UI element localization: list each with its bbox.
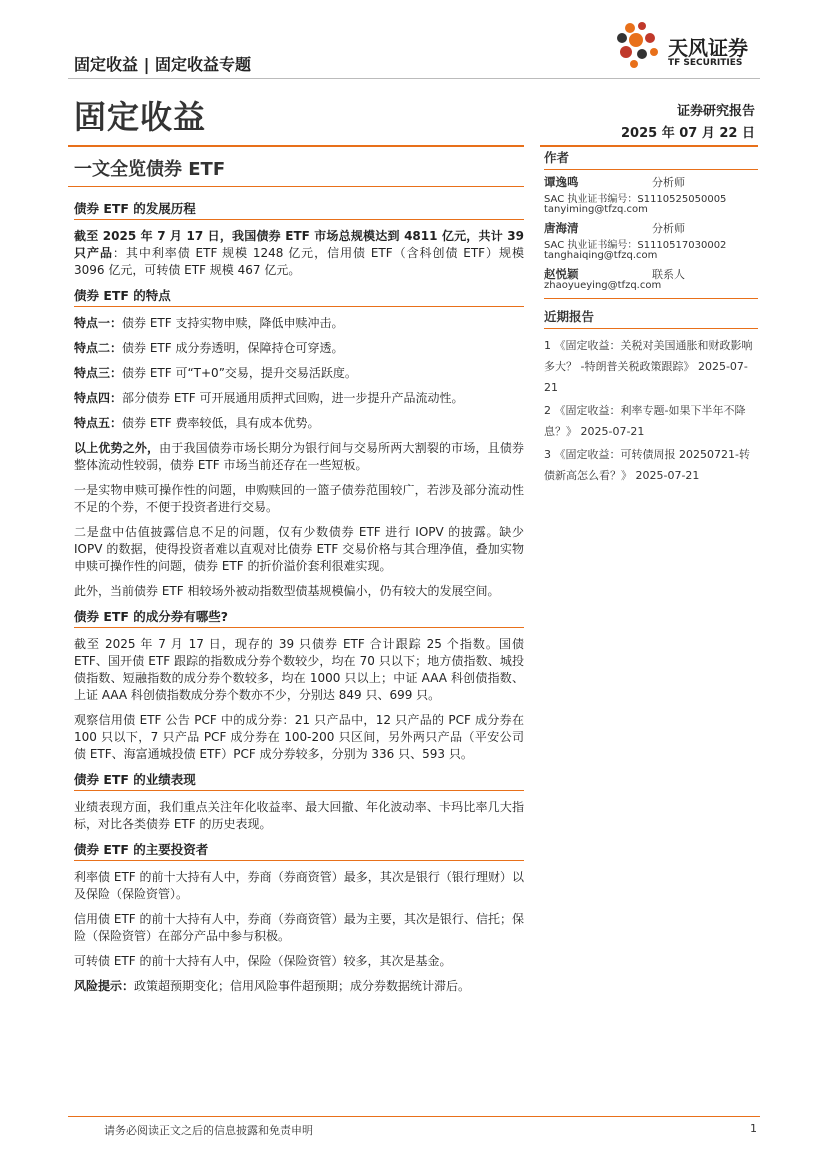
recent-report-date: 2025-07-21 (580, 425, 645, 438)
feature-label: 特点五： (74, 416, 123, 430)
paragraph: 业绩表现方面，我们重点关注年化收益率、最大回撤、年化波动率、卡玛比率几大指标，对比各类债券 ETF 的历史表现。 (74, 800, 524, 831)
section-heading: 债券 ETF 的主要投资者 (74, 841, 524, 861)
author-name: 赵悦颖 (544, 267, 579, 281)
title-rule-left (68, 145, 524, 147)
text: 部分债券 ETF 可开展通用质押式回购，进一步提升产品流动性。 (122, 391, 464, 405)
risk-label: 风险提示： (74, 979, 135, 993)
risk-warning (74, 978, 524, 995)
recent-report-title: 2 《固定收益：利率专题-如果下半年不降息？》 (544, 404, 746, 438)
section-heading: 债券 ETF 的特点 (74, 287, 524, 307)
main-content (74, 200, 524, 1003)
feature-item (74, 315, 524, 332)
author-card (544, 262, 758, 292)
feature-label: 特点二： (74, 341, 123, 355)
company-logo (612, 20, 762, 70)
author-name: 唐海清 (544, 221, 579, 235)
text: 债券 ETF 成分券透明，保障持仓可穿透。 (122, 341, 344, 355)
bold-text: 以上优势之外， (74, 441, 160, 455)
text: ：其中利率债 ETF 规模 1248 亿元，信用债 ETF（含科创债 ETF）规模 3096 亿元，可转债 ETF 规模 467 亿元。 (74, 246, 524, 277)
recent-reports-heading: 近期报告 (544, 299, 758, 329)
logo-text-en: TF SECURITIES (668, 58, 743, 68)
header-category: 固定收益 | 固定收益专题 (74, 55, 251, 74)
report-date: 2025 年 07 月 22 日 (621, 126, 755, 141)
recent-report-item[interactable] (544, 444, 758, 486)
subtitle-rule (68, 186, 524, 187)
logo-mark-icon (612, 20, 664, 72)
report-type: 证券研究报告 (676, 104, 755, 119)
author-role: 分析师 (652, 176, 685, 189)
paragraph (74, 440, 524, 474)
feature-item (74, 415, 524, 432)
paragraph (74, 228, 524, 279)
author-email[interactable]: zhaoyueying@tfzq.com (544, 280, 662, 291)
author-email[interactable]: tanghaiqing@tfzq.com (544, 250, 658, 261)
footer-disclaimer: 请务必阅读正文之后的信息披露和免责申明 (104, 1124, 313, 1137)
authors-heading: 作者 (544, 146, 758, 170)
paragraph: 二是盘中估值披露信息不足的问题，仅有少数债券 ETF 进行 IOPV 的披露。缺少 IOPV 的数据，使得投资者难以直观对比债券 ETF 交易价格与其合理净值，叠加实物申赎可操作性的问题，债券 ETF 的折价溢价套利很难实现。 (74, 525, 524, 573)
header-divider (68, 78, 760, 79)
feature-item (74, 340, 524, 357)
author-role: 分析师 (652, 222, 685, 235)
paragraph: 信用债 ETF 的前十大持有人中，券商（券商资管）最为主要，其次是银行、信托；保险（保险资管）在部分产品中参与积极。 (74, 912, 524, 943)
recent-report-date: 2025-07-21 (544, 360, 748, 394)
recent-report-title: 3 《固定收益：可转债周报 20250721-转债新高怎么看？》 (544, 448, 750, 482)
paragraph: 观察信用债 ETF 公告 PCF 中的成分券：21 只产品中，12 只产品的 PCF 成分券在 100 只以下，7 只产品 PCF 成分券在 100-200 只区间，另外两只产品（平安公司债 ETF、海富通城投债 ETF）PCF 成分券较多，分别为 336 只、593 只。 (74, 713, 524, 761)
section-heading: 债券 ETF 的成分券有哪些? (74, 608, 524, 628)
text: 债券 ETF 支持实物申赎，降低申赎冲击。 (122, 316, 344, 330)
bold-text: 截至 2025 年 7 月 17 日，我国债券 ETF 市场总规模达到 4811 亿元，共计 39 只产品 (74, 229, 524, 260)
feature-label: 特点一： (74, 316, 123, 330)
paragraph: 截至 2025 年 7 月 17 日，现存的 39 只债券 ETF 合计跟踪 25 个指数。国债 ETF、国开债 ETF 跟踪的指数成分券个数较少，均在 70 只以下；地方债指数、城投债指数、短融指数的成分券个数较多，均在 1000 只以上；中证 AAA 科创债指数、上证 AAA 科创债指数成分券个数亦不少，分别达 849 只、699 只。 (74, 637, 524, 702)
section-heading: 债券 ETF 的发展历程 (74, 200, 524, 220)
paragraph: 利率债 ETF 的前十大持有人中，券商（券商资管）最多，其次是银行（银行理财）以及保险（保险资管）。 (74, 870, 524, 901)
footer-divider (68, 1116, 760, 1117)
recent-report-title: 1 《固定收益：关税对美国通胀和财政影响多大？ -特朗普关税政策跟踪》 (544, 339, 753, 373)
logo-text-cn: 天风证券 (668, 36, 748, 60)
recent-report-item[interactable] (544, 400, 758, 442)
section-heading: 债券 ETF 的业绩表现 (74, 771, 524, 791)
paragraph: 一是实物申赎可操作性的问题，申购赎回的一篮子债券范围较广，若涉及部分流动性不足的个券，不便于投资者进行交易。 (74, 483, 524, 514)
author-cert: SAC 执业证书编号：S1110517030002 (544, 240, 727, 251)
page-title: 固定收益 (74, 98, 207, 136)
author-name: 谭逸鸣 (544, 175, 579, 189)
sidebar (544, 146, 758, 488)
feature-item (74, 365, 524, 382)
paragraph: 可转债 ETF 的前十大持有人中，保险（保险资管）较多，其次是基金。 (74, 954, 452, 968)
feature-item (74, 390, 524, 407)
author-card (544, 216, 758, 262)
report-subtitle: 一文全览债券 ETF (74, 159, 226, 180)
text: 债券 ETF 可“T+0”交易，提升交易活跃度。 (122, 366, 357, 380)
feature-label: 特点三： (74, 366, 123, 380)
text: 政策超预期变化；信用风险事件超预期；成分券数据统计滞后。 (134, 979, 471, 993)
recent-report-date: 2025-07-21 (635, 469, 700, 482)
feature-label: 特点四： (74, 391, 123, 405)
recent-reports-list (544, 329, 758, 486)
author-email[interactable]: tanyiming@tfzq.com (544, 204, 648, 215)
author-cert: SAC 执业证书编号：S1110525050005 (544, 194, 727, 205)
text: 由于我国债券市场长期分为银行间与交易所两大割裂的市场，且债券整体流动性较弱，债券 ETF 市场当前还存在一些短板。 (74, 441, 524, 472)
author-role: 联系人 (652, 268, 685, 281)
paragraph: 此外，当前债券 ETF 相较场外被动指数型债基规模偏小，仍有较大的发展空间。 (74, 584, 500, 598)
recent-report-item[interactable] (544, 335, 758, 398)
page-number: 1 (750, 1122, 757, 1135)
author-card (544, 170, 758, 216)
text: 债券 ETF 费率较低，具有成本优势。 (122, 416, 320, 430)
